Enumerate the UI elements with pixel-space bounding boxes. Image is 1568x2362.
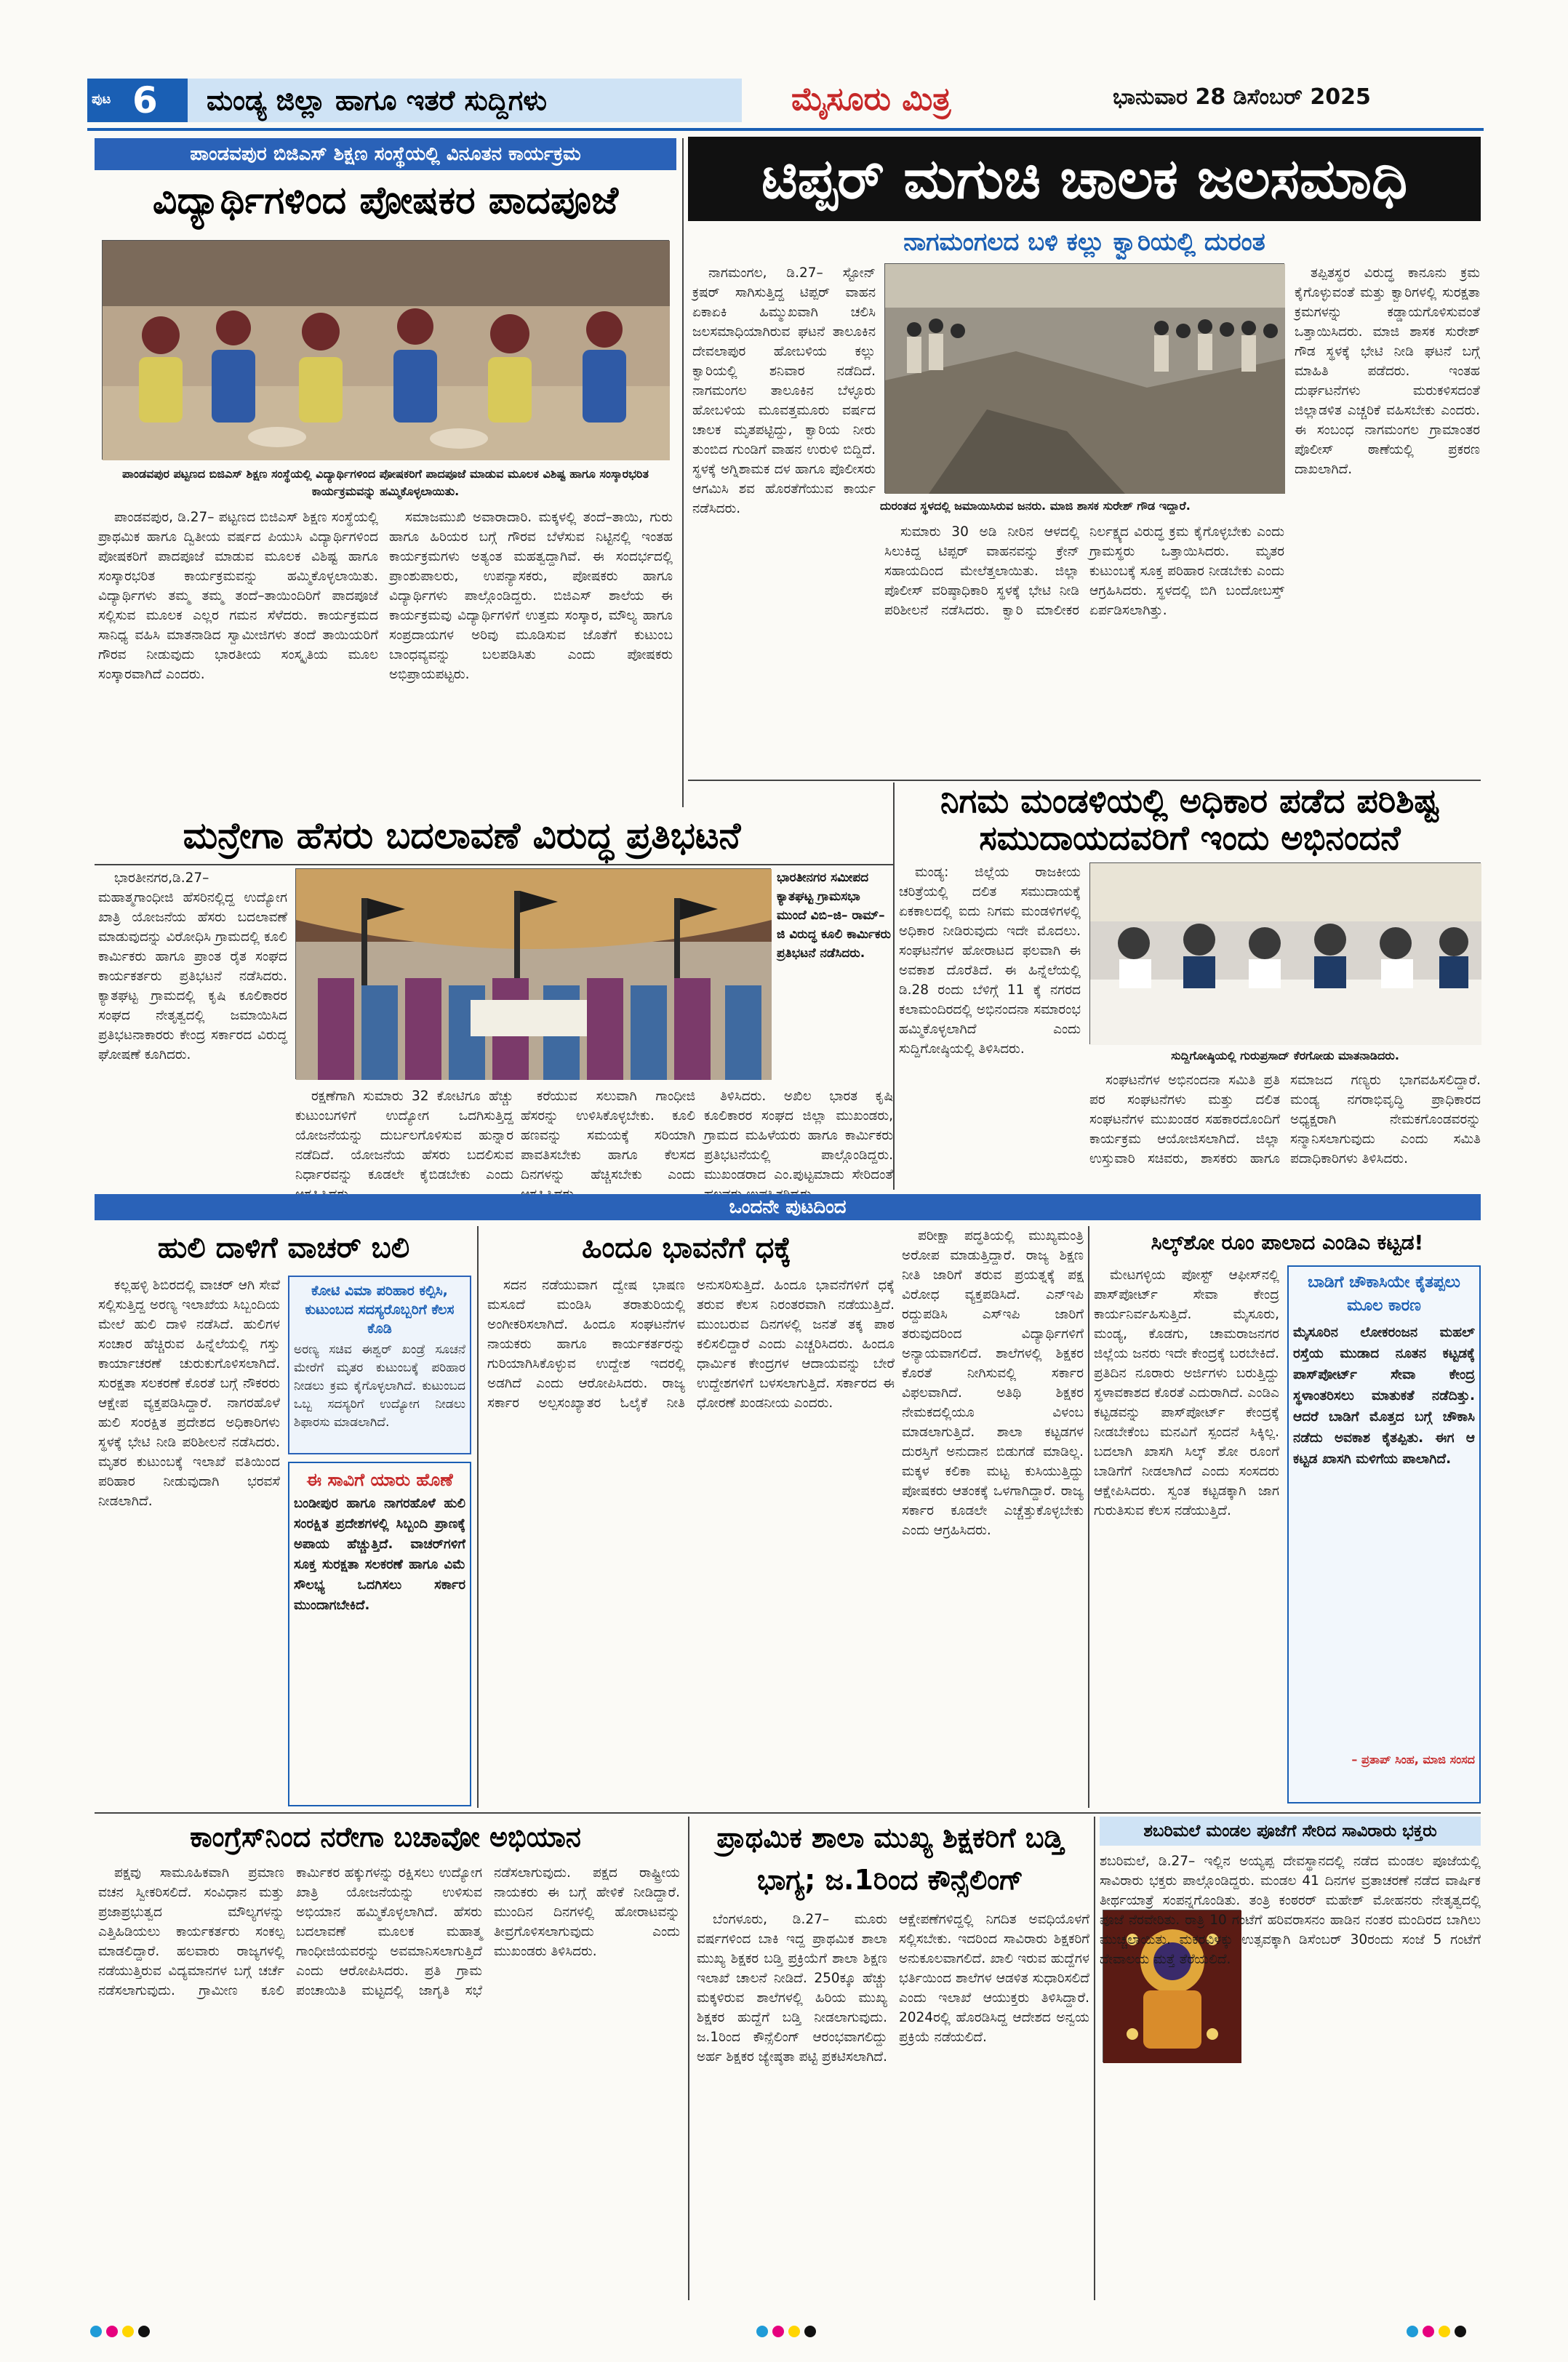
- sabari-headline-band: [1100, 1817, 1481, 1846]
- story2-col3-text: ತಪ್ಪಿತಸ್ಥರ ವಿರುದ್ಧ ಕಾನೂನು ಕ್ರಮ ಕೈಗೊಳ್ಳುವಂತೆ ಮತ್ತು ಕ್ವಾರಿಗಳಲ್ಲಿ ಸುರಕ್ಷತಾ ಕ್ರಮಗಳನ್ನು ಕಡ್ಡಾಯಗೊಳಿಸುವಂತೆ ಒತ್ತಾಯಿಸಿದರು. ಮಾಜಿ ಶಾಸಕ ಸುರೇಶ್ ಗೌಡ ಸ್ಥಳಕ್ಕೆ ಭೇಟಿ ನೀಡಿ ಘಟನೆ ಬಗ್ಗೆ ಮಾಹಿತಿ ಪಡೆದರು. ಇಂತಹ ದುರ್ಘಟನೆಗಳು ಮರುಕಳಿಸದಂತೆ ಜಿಲ್ಲಾಡಳಿತ ಎಚ್ಚರಿಕೆ ವಹಿಸಬೇಕು ಎಂದರು. ಈ ಸಂಬಂಧ ನಾಗಮಂಗಲ ಗ್ರಾಮಾಂತರ ಪೊಲೀಸ್ ಠಾಣೆಯಲ್ಲಿ ಪ್ರಕರಣ ದಾಖಲಾಗಿದೆ.: [1295, 265, 1480, 477]
- story4-col3-text: ಕರೆಯುವ ಸಲುವಾಗಿ ಗಾಂಧೀಜಿ ಹೆಸರನ್ನು ಉಳಿಸಿಕೊಳ್ಳಬೇಕು. ಕೂಲಿ ಹಣವನ್ನು ಸಮಯಕ್ಕೆ ಸರಿಯಾಗಿ ಪಾವತಿಸಬೇಕು ಹಾಗೂ ಕೆಲಸದ ದಿನಗಳನ್ನು ಹೆಚ್ಚಿಸಬೇಕು ಎಂದು: [521, 1089, 695, 1182]
- story4-photo-caption: ಭಾರತೀನಗರ ಸಮೀಪದ ಕ್ಯಾತಘಟ್ಟ ಗ್ರಾಮಸಭಾ ಮುಂದೆ ವಿಬಿ–ಜಿ– ರಾಮ್– ಜಿ ವಿರುದ್ಧ ಕೂಲಿ ಕಾರ್ಮಿಕರು ಪ್ರತಿಭಟನೆ ನಡೆಸಿದರು.: [777, 870, 891, 961]
- tiger-box-title: ಕೋಟಿ ವಿಮಾ ಪರಿಹಾರ ಕಲ್ಪಿಸಿ, ಕುಟುಂಬದ ಸದಸ್ಯರೊಬ್ಬರಿಗೆ ಕೆಲಸ ಕೊಡಿ: [305, 1283, 455, 1337]
- congress-cols: [98, 1863, 680, 2299]
- col-rule-5: [688, 1817, 689, 2300]
- primary-headline-box: [694, 1817, 1087, 1904]
- tiger-box: [288, 1276, 471, 1454]
- protest-image: [296, 869, 772, 1080]
- story4-top-rule: [95, 864, 893, 865]
- story1-kicker: ಪಾಂಡವಪುರ ಬಿಜಿಎಸ್ ಶಿಕ್ಷಣ ಸಂಸ್ಥೆಯಲ್ಲಿ ವಿನೂತನ ಕಾರ್ಯಕ್ರಮ: [190, 143, 581, 165]
- col-rule-1: [682, 138, 684, 807]
- tiger-col1: [98, 1276, 280, 1806]
- story3-col2: [1089, 1070, 1481, 1190]
- continued-band: [95, 1194, 1481, 1220]
- story2-col2: [884, 522, 1284, 772]
- col-rule-2: [893, 782, 895, 1190]
- col-rule-3: [477, 1226, 479, 1808]
- story2-col1-text: ನಾಗಮಂಗಲ, ಡಿ.27– ಸ್ಟೋನ್ ಕ್ರಷರ್ ಸಾಗಿಸುತ್ತಿದ್ದ ಟಿಪ್ಪರ್ ವಾಹನ ಏಕಾಏಕಿ ಹಿಮ್ಮುಖವಾಗಿ ಚಲಿಸಿ ಜಲಸಮಾಧಿಯಾಗಿರುವ ಘಟನೆ ತಾಲೂಕಿನ ದೇವಲಾಪುರ ಹೋಬಳಿಯ ಕಲ್ಲು ಕ್ವಾರಿಯಲ್ಲಿ ಶನಿವಾರ ನಡೆದಿದೆ. ನಾಗಮಂಗಲ ತಾಲೂಕಿನ ಬೆಳ್ಳೂರು ಹೋಬಳಿಯ ಮೂವತ್ತಮೂರು ವರ್ಷದ ಚಾಲಕ ಮೃತಪಟ್ಟಿದ್ದು, ಕ್ವಾರಿಯ ನೀರು ತುಂಬಿದ ಗುಂಡಿಗೆ ವಾಹನ ಉರುಳಿ ಬಿದ್ದಿದೆ. ಸ್ಥಳಕ್ಕೆ ಅಗ್ನಿಶಾಮಕ ದಳ ಹಾಗೂ ಪೊಲೀಸರು ಆಗಮಿಸಿ ಶವ ಹೊರತೆಗೆಯುವ ಕಾರ್ಯ ನಡೆಸಿದರು.: [692, 265, 876, 516]
- print-marks-center: [756, 2326, 820, 2340]
- hindu-cols: [487, 1276, 895, 1806]
- passport-col1: [1094, 1265, 1279, 1803]
- passport-signature: – ಪ್ರತಾಪ್ ಸಿಂಹ, ಮಾಜಿ ಸಂಸದ: [1351, 1753, 1475, 1766]
- story2-headline: ಟಿಪ್ಪರ್ ಮಗುಚಿ ಚಾಲಕ ಜಲಸಮಾಧಿ: [761, 146, 1408, 211]
- story3-col1: [899, 862, 1081, 1190]
- story2-col3: [1295, 263, 1480, 772]
- education-cols: [902, 1226, 1084, 1808]
- tiger-alert-box: [288, 1462, 471, 1806]
- paper-name: ಮೈಸೂರು ಮಿತ್ರ: [791, 81, 951, 118]
- tiger-box-text: ಅರಣ್ಯ ಸಚಿವ ಈಶ್ವರ್ ಖಂಡ್ರೆ ಸೂಚನೆ ಮೇರೆಗೆ ಮೃತರ ಕುಟುಂಬಕ್ಕೆ ಪರಿಹಾರ ನೀಡಲು ಕ್ರಮ ಕೈಗೊಳ್ಳಲಾಗಿದೆ. ಕುಟುಂಬದ ಒಬ್ಬ ಸದಸ್ಯರಿಗೆ ಉದ್ಯೋಗ ನೀಡಲು ಶಿಫಾರಸು ಮಾಡಲಾಗಿದೆ.: [294, 1342, 465, 1430]
- story4-col2-text: ರಕ್ಷಣೆಗಾಗಿ ಸುಮಾರು 32 ಕೋಟಿಗೂ ಹೆಚ್ಚು ಕುಟುಂಬಗಳಿಗೆ ಉದ್ಯೋಗ ಒದಗಿಸುತ್ತಿದ್ದ ಯೋಜನೆಯನ್ನು ದುರ್ಬಲಗೊಳಿಸುವ ಹುನ್ನಾರ ನಡೆದಿದೆ. ಯೋಜನೆಯ ಹೆಸರು ಬದಲಿಸುವ ನಿರ್ಧಾರವನ್ನು ಕೂಡಲೇ ಕೈಬಿಡಬೇಕು ಎಂದು: [295, 1089, 513, 1182]
- story1-col1: [98, 508, 378, 806]
- story4-col1-text: ಭಾರತೀನಗರ,ಡಿ.27– ಮಹಾತ್ಮಗಾಂಧೀಜಿ ಹೆಸರಿನಲ್ಲಿದ್ದ ಉದ್ಯೋಗ ಖಾತ್ರಿ ಯೋಜನೆಯ ಹೆಸರು ಬದಲಾವಣೆ ಮಾಡುವುದನ್ನು ವಿರೋಧಿಸಿ ಗ್ರಾಮದಲ್ಲಿ ಕೂಲಿ ಕಾರ್ಮಿಕರು ಹಾಗೂ ಪ್ರಾಂತ ರೈತ ಸಂಘದ ಕಾರ್ಯಕರ್ತರು ಪ್ರತಿಭಟನೆ ನಡೆಸಿದರು. ಕ್ಯಾತಘಟ್ಟ ಗ್ರಾಮದಲ್ಲಿ ಕೃಷಿ ಕೂಲಿಕಾರರ ಸಂಘದ ನೇತೃತ್ವದಲ್ಲಿ ಜಮಾಯಿಸಿದ ಪ್ರತಿಭಟನಾಕಾರರು ಕೇಂದ್ರ ಸರ್ಕಾರದ ವಿರುದ್ಧ ಘೋಷಣೆ ಕೂಗಿದರು.: [98, 870, 287, 1062]
- page-label: ಪುಟ: [92, 92, 111, 107]
- story3-col1-text: ಮಂಡ್ಯ: ಜಿಲ್ಲೆಯ ರಾಜಕೀಯ ಚರಿತ್ರೆಯಲ್ಲಿ ದಲಿತ ಸಮುದಾಯಕ್ಕೆ ಏಕಕಾಲದಲ್ಲಿ ಐದು ನಿಗಮ ಮಂಡಳಿಗಳಲ್ಲಿ ಅಧಿಕಾರ ನೀಡಿರುವುದು ಇದೇ ಮೊದಲು. ಸಂಘಟನೆಗಳ ಹೋರಾಟದ ಫಲವಾಗಿ ಈ ಅವಕಾಶ ದೊರೆತಿದೆ. ಈ ಹಿನ್ನೆಲೆಯಲ್ಲಿ ಡಿ.28 ರಂದು ಬೆಳಿಗ್ಗೆ 11 ಕ್ಕೆ ನಗರದ ಕಲಾಮಂದಿರದಲ್ಲಿ ಅಭಿನಂದನಾ ಸಮಾರಂಭ ಹಮ್ಮಿಕೊಳ್ಳಲಾಗಿದೆ ಎಂದು ಸುದ್ದಿಗೋಷ್ಠಿಯಲ್ಲಿ ತಿಳಿಸಿದರು.: [899, 865, 1081, 1057]
- print-marks-right: [1407, 2326, 1471, 2340]
- section-title-band: [188, 79, 742, 122]
- story1-col2: [389, 508, 673, 806]
- tiger-alert-text: ಬಂಡೀಪುರ ಹಾಗೂ ನಾಗರಹೊಳೆ ಹುಲಿ ಸಂರಕ್ಷಿತ ಪ್ರದೇಶಗಳಲ್ಲಿ ಸಿಬ್ಬಂದಿ ಪ್ರಾಣಕ್ಕೆ ಅಪಾಯ ಹೆಚ್ಚುತ್ತಿದೆ. ವಾಚರ್‌ಗಳಿಗೆ ಸೂಕ್ತ ಸುರಕ್ಷತಾ ಸಲಕರಣೆ ಹಾಗೂ ವಿಮೆ ಸೌಲಭ್ಯ ಒದಗಿಸಲು ಸರ್ಕಾರ ಮುಂದಾಗಬೇಕಿದೆ.: [294, 1496, 465, 1613]
- sabari-headline: ಶಬರಿಮಲೆ ಮಂಡಲ ಪೂಜೆಗೆ ಸೇರಿದ ಸಾವಿರಾರು ಭಕ್ತರು: [1143, 1822, 1437, 1841]
- story4-col2: [295, 1086, 513, 1181]
- story1-photo: [102, 240, 669, 460]
- story2-caption: ದುರಂತದ ಸ್ಥಳದಲ್ಲಿ ಜಮಾಯಿಸಿರುವ ಜನರು. ಮಾಜಿ ಶಾಸಕ ಸುರೇಶ್ ಗೌಡ ಇದ್ದಾರೆ.: [880, 499, 1191, 513]
- passport-headline: ಸಿಲ್ಕ್‌ಶೋ ರೂಂ ಪಾಲಾದ ಎಂಡಿಎ ಕಟ್ಟಡ!: [1151, 1230, 1424, 1254]
- story2-col1: [692, 263, 876, 772]
- story1-headline: ವಿದ್ಯಾರ್ಥಿಗಳಿಂದ ಪೋಷಕರ ಪಾದಪೂಜೆ: [152, 179, 619, 223]
- passport-box-text: ಮೈಸೂರಿನ ಲೋಕರಂಜನ ಮಹಲ್ ರಸ್ತೆಯ ಮುಡಾದ ನೂತನ ಕಟ್ಟಡಕ್ಕೆ ಪಾಸ್‌ಪೋರ್ಟ್ ಸೇವಾ ಕೇಂದ್ರ ಸ್ಥಳಾಂತರಿಸಲು ಮಾತುಕತೆ ನಡೆದಿತ್ತು. ಆದರೆ ಬಾಡಿಗೆ ಮೊತ್ತದ ಬಗ್ಗೆ ಚೌಕಾಸಿ ನಡೆದು ಅವಕಾಶ ಕೈತಪ್ಪಿತು. ಈಗ ಆ ಕಟ್ಟಡ ಖಾಸಗಿ ಮಳಿಗೆಯ ಪಾಲಾಗಿದೆ.: [1293, 1325, 1475, 1467]
- story2-col2-text: ಸುಮಾರು 30 ಅಡಿ ನೀರಿನ ಆಳದಲ್ಲಿ ಸಿಲುಕಿದ್ದ ಟಿಪ್ಪರ್ ವಾಹನವನ್ನು ಕ್ರೇನ್ ಸಹಾಯದಿಂದ ಮೇಲೆತ್ತಲಾಯಿತು. ಜಿಲ್ಲಾ ಪೊಲೀಸ್ ವರಿಷ್ಠಾಧಿಕಾರಿ ಸ್ಥಳಕ್ಕೆ ಭೇಟಿ ನೀಡಿ ಪರಿಶೀಲನೆ ನಡೆಸಿದರು. ಕ್ವಾರಿ ಮಾಲೀಕರ ನಿರ್ಲಕ್ಷ್ಯದ ವಿರುದ್ಧ ಕ್ರಮ ಕೈಗೊಳ್ಳಬೇಕು ಎಂದು ಗ್ರಾಮಸ್ಥರು ಒತ್ತಾಯಿಸಿದರು. ಮೃತರ ಕುಟುಂಬಕ್ಕೆ ಸೂಕ್ತ ಪರಿಹಾರ ನೀಡಬೇಕು ಎಂದು ಆಗ್ರಹಿಸಿದರು. ಸ್ಥಳದಲ್ಲಿ ಬಿಗಿ ಬಂದೋಬಸ್ತ್ ಏರ್ಪಡಿಸಲಾಗಿತ್ತು.: [884, 524, 1284, 618]
- paper-logo: [791, 74, 1062, 125]
- continued-label: ಒಂದನೇ ಪುಟದಿಂದ: [729, 1196, 847, 1218]
- story3-photo: [1089, 862, 1481, 1044]
- story3-headline: ನಿಗಮ ಮಂಡಳಿಯಲ್ಲಿ ಅಧಿಕಾರ ಪಡೆದ ಪರಿಶಿಷ್ಟ ಸಮುದಾಯದವರಿಗೆ ಇಂದು ಅಭಿನಂದನೆ: [940, 781, 1440, 857]
- story4-photo-caption-box: [777, 868, 893, 1079]
- tiger-headline: ಹುಲಿ ದಾಳಿಗೆ ವಾಚರ್ ಬಲಿ: [157, 1231, 410, 1265]
- quarry-crowd-image: [885, 264, 1285, 494]
- hindu-headline: ಹಿಂದೂ ಭಾವನೆಗೆ ಧಕ್ಕೆ: [582, 1231, 791, 1265]
- primary-cols: [697, 1910, 1089, 2299]
- primary-text: ಬೆಂಗಳೂರು, ಡಿ.27– ಮೂರು ವರ್ಷಗಳಿಂದ ಬಾಕಿ ಇದ್ದ ಪ್ರಾಥಮಿಕ ಶಾಲಾ ಮುಖ್ಯ ಶಿಕ್ಷಕರ ಬಡ್ತಿ ಪ್ರಕ್ರಿಯೆಗೆ ಶಾಲಾ ಶಿಕ್ಷಣ ಇಲಾಖೆ ಚಾಲನೆ ನೀಡಿದೆ. 250ಕ್ಕೂ ಹೆಚ್ಚು ಮಕ್ಕಳಿರುವ ಶಾಲೆಗಳಲ್ಲಿ ಹಿರಿಯ ಮುಖ್ಯ ಶಿಕ್ಷಕರ ಹುದ್ದೆಗೆ ಬಡ್ತಿ ನೀಡಲಾಗುವುದು. ಜ.1ರಿಂದ ಕೌನ್ಸೆಲಿಂಗ್ ಆರಂಭವಾಗಲಿದ್ದು ಅರ್ಹ ಶಿಕ್ಷಕರ ಜ್ಯೇಷ್ಠತಾ ಪಟ್ಟಿ ಪ್ರಕಟಿಸಲಾಗಿದೆ. ಆಕ್ಷೇಪಣೆಗಳಿದ್ದಲ್ಲಿ ನಿಗದಿತ ಅವಧಿಯೊಳಗೆ ಸಲ್ಲಿಸಬೇಕು. ಇದರಿಂದ ಸಾವಿರಾರು ಶಿಕ್ಷಕರಿಗೆ ಅನುಕೂಲವಾಗಲಿದೆ. ಖಾಲಿ ಇರುವ ಹುದ್ದೆಗಳ ಭರ್ತಿಯಿಂದ ಶಾಲೆಗಳ ಆಡಳಿತ ಸುಧಾರಿಸಲಿದೆ ಎಂದು ಇಲಾಖೆ ಆಯುಕ್ತರು ತಿಳಿಸಿದ್ದಾರೆ. 2024ರಲ್ಲಿ ಹೊರಡಿಸಿದ್ದ ಆದೇಶದ ಅನ್ವಯ ಪ್ರಕ್ರಿಯೆ ನಡೆಯಲಿದೆ.: [697, 1912, 1089, 2065]
- col-rule-4: [1088, 1226, 1089, 1808]
- section-title: ಮಂಡ್ಯ ಜಿಲ್ಲಾ ಹಾಗೂ ಇತರೆ ಸುದ್ದಿಗಳು: [207, 84, 547, 116]
- story4-headline: ಮನ್ರೇಗಾ ಹೆಸರು ಬದಲಾವಣೆ ವಿರುದ್ಧ ಪ್ರತಿಭಟನೆ: [183, 814, 741, 857]
- primary-headline: ಪ್ರಾಥಮಿಕ ಶಾಲಾ ಮುಖ್ಯ ಶಿಕ್ಷಕರಿಗೆ ಬಡ್ತಿ ಭಾಗ್ಯ; ಜ.1ರಿಂದ ಕೌನ್ಸೆಲಿಂಗ್: [716, 1822, 1064, 1896]
- page-number: 6: [132, 79, 158, 121]
- story3-caption: ಸುದ್ದಿಗೋಷ್ಠಿಯಲ್ಲಿ ಗುರುಪ್ರಸಾದ್ ಕೆರಗೋಡು ಮಾತನಾಡಿದರು.: [1171, 1049, 1399, 1062]
- story2-subhead: ನಾಗಮಂಗಲದ ಬಳಿ ಕಲ್ಲು ಕ್ವಾರಿಯಲ್ಲಿ ದುರಂತ: [903, 228, 1265, 257]
- story4-photo: [295, 868, 771, 1079]
- story2-photo: [884, 263, 1284, 493]
- print-marks-left: [90, 2326, 154, 2340]
- students-pooja-image: [103, 241, 670, 460]
- story1-col1-text: ಪಾಂಡವಪುರ, ಡಿ.27– ಪಟ್ಟಣದ ಬಿಜಿಎಸ್ ಶಿಕ್ಷಣ ಸಂಸ್ಥೆಯಲ್ಲಿ ಪ್ರಾಥಮಿಕ ಹಾಗೂ ದ್ವಿತೀಯ ವರ್ಷದ ಪಿಯುಸಿ ವಿದ್ಯಾರ್ಥಿಗಳಿಂದ ಪೋಷಕರಿಗೆ ಪಾದಪೂಜೆ ಮಾಡುವ ಮೂಲಕ ವಿಶಿಷ್ಟ ಹಾಗೂ ಸಂಸ್ಕಾರಭರಿತ ಕಾರ್ಯಕ್ರಮವನ್ನು ಹಮ್ಮಿಕೊಳ್ಳಲಾಯಿತು. ವಿದ್ಯಾರ್ಥಿಗಳು ತಮ್ಮ ತಮ್ಮ ತಂದೆ–ತಾಯಿಂದಿರಿಗೆ ಪಾದಪೂಜೆ ಸಲ್ಲಿಸುವ ಮೂಲಕ ಎಲ್ಲರ ಗಮನ ಸೆಳೆದರು. ಕಾರ್ಯಕ್ರಮದ ಸಾನಿಧ್ಯ ವಹಿಸಿ ಮಾತನಾಡಿದ ಸ್ವಾಮೀಜಿಗಳು ತಂದೆ ತಾಯಿಯರಿಗೆ ಗೌರವ ನೀಡುವುದು ಭಾರತೀಯ ಸಂಸ್ಕೃತಿಯ ಮೂಲ ಸಂಸ್ಕಾರವಾಗಿದೆ ಎಂದರು.: [98, 510, 378, 682]
- story3-headline-box: [899, 782, 1481, 857]
- story2-headline-box: [688, 137, 1481, 221]
- education-text: ಪರೀಕ್ಷಾ ಪದ್ಧತಿಯಲ್ಲಿ ಮುಖ್ಯಮಂತ್ರಿ ಅರೋಪ ಮಾಡುತ್ತಿದ್ದಾರೆ. ರಾಜ್ಯ ಶಿಕ್ಷಣ ನೀತಿ ಜಾರಿಗೆ ತರುವ ಪ್ರಯತ್ನಕ್ಕೆ ಪಕ್ಷ ವಿರೋಧ ವ್ಯಕ್ತಪಡಿಸಿದೆ. ಎನ್‌ಇಪಿ ರದ್ದುಪಡಿಸಿ ಎಸ್‌ಇಪಿ ಜಾರಿಗೆ ತರುವುದರಿಂದ ವಿದ್ಯಾರ್ಥಿಗಳಿಗೆ ಅನ್ಯಾಯವಾಗಲಿದೆ. ಶಾಲೆಗಳಲ್ಲಿ ಶಿಕ್ಷಕರ ಕೊರತೆ ನೀಗಿಸುವಲ್ಲಿ ಸರ್ಕಾರ ವಿಫಲವಾಗಿದೆ. ಅತಿಥಿ ಶಿಕ್ಷಕರ ನೇಮಕದಲ್ಲಿಯೂ ವಿಳಂಬ ಮಾಡಲಾಗುತ್ತಿದೆ. ಶಾಲಾ ಕಟ್ಟಡಗಳ ದುರಸ್ತಿಗೆ ಅನುದಾನ ಬಿಡುಗಡೆ ಮಾಡಿಲ್ಲ. ಮಕ್ಕಳ ಕಲಿಕಾ ಮಟ್ಟ ಕುಸಿಯುತ್ತಿದ್ದು ಪೋಷಕರು ಆತಂಕಕ್ಕೆ ಒಳಗಾಗಿದ್ದಾರೆ. ರಾಜ್ಯ ಸರ್ಕಾರ ಕೂಡಲೇ ಎಚ್ಚೆತ್ತುಕೊಳ್ಳಬೇಕು ಎಂದು ಆಗ್ರಹಿಸಿದರು.: [902, 1228, 1084, 1538]
- press-meet-image: [1090, 863, 1481, 1045]
- masthead: [0, 0, 1568, 138]
- kicker-band: [95, 138, 676, 170]
- story4-col4-text: ತಿಳಿಸಿದರು. ಅಖಿಲ ಭಾರತ ಕೃಷಿ ಕೂಲಿಕಾರರ ಸಂಘದ ಜಿಲ್ಲಾ ಮುಖಂಡರು, ಗ್ರಾಮದ ಮಹಿಳೆಯರು ಹಾಗೂ ಕಾರ್ಮಿಕರು ಪ್ರತಿಭಟನೆಯಲ್ಲಿ ಪಾಲ್ಗೊಂಡಿದ್ದರು. ಮುಖಂಡರಾದ ಎಂ.ಪುಟ್ಟಮಾದು ಸೇರಿದಂತೆ: [704, 1089, 893, 1182]
- issue-date: ಭಾನುವಾರ 28 ಡಿಸೆಂಬರ್ 2025: [1113, 84, 1371, 110]
- story4-col1: [98, 868, 287, 1181]
- story4-col4: [704, 1086, 893, 1181]
- congress-headline: ಕಾಂಗ್ರೆಸ್‌ನಿಂದ ನರೇಗಾ ಬಚಾವೋ ಅಭಿಯಾನ: [190, 1821, 581, 1853]
- passport-text: ಮೇಟಗಳ್ಳಿಯ ಪೋಸ್ಟ್ ಆಫೀಸ್‌ನಲ್ಲಿ ಪಾಸ್‌ಪೋರ್ಟ್ ಸೇವಾ ಕೇಂದ್ರ ಕಾರ್ಯನಿರ್ವಹಿಸುತ್ತಿದೆ. ಮೈಸೂರು, ಮಂಡ್ಯ, ಕೊಡಗು, ಚಾಮರಾಜನಗರ ಜಿಲ್ಲೆಯ ಜನರು ಇದೇ ಕೇಂದ್ರಕ್ಕೆ ಬರಬೇಕಿದೆ. ಪ್ರತಿದಿನ ನೂರಾರು ಅರ್ಜಿಗಳು ಬರುತ್ತಿದ್ದು ಸ್ಥಳಾವಕಾಶದ ಕೊರತೆ ಎದುರಾಗಿದೆ. ಎಂಡಿಎ ಕಟ್ಟಡವನ್ನು ಪಾಸ್‌ಪೋರ್ಟ್ ಕೇಂದ್ರಕ್ಕೆ ನೀಡಬೇಕೆಂಬ ಮನವಿಗೆ ಸ್ಪಂದನೆ ಸಿಕ್ಕಿಲ್ಲ. ಬದಲಾಗಿ ಖಾಸಗಿ ಸಿಲ್ಕ್ ಶೋ ರೂಂಗೆ ಬಾಡಿಗೆಗೆ ನೀಡಲಾಗಿದೆ ಎಂದು ಸಂಸದರು ಆಕ್ಷೇಪಿಸಿದರು. ಸ್ವಂತ ಕಟ್ಟಡಕ್ಕಾಗಿ ಜಾಗ ಗುರುತಿಸುವ ಕೆಲಸ ನಡೆಯುತ್ತಿದೆ.: [1094, 1268, 1279, 1518]
- sabari-col: [1100, 1851, 1481, 2299]
- passport-box-title: ಬಾಡಿಗೆ ಚೌಕಾಸಿಯೇ ಕೈತಪ್ಪಲು ಮೂಲ ಕಾರಣ: [1308, 1273, 1460, 1315]
- tiger-alert-title: ಈ ಸಾವಿಗೆ ಯಾರು ಹೊಣೆ: [306, 1470, 453, 1490]
- lower-rule: [95, 1812, 1481, 1814]
- congress-text: ಪಕ್ಷವು ಸಾಮೂಹಿಕವಾಗಿ ಪ್ರಮಾಣ ವಚನ ಸ್ವೀಕರಿಸಲಿದೆ. ಸಂವಿಧಾನ ಮತ್ತು ಪ್ರಜಾಪ್ರಭುತ್ವದ ಮೌಲ್ಯಗಳನ್ನು ಎತ್ತಿಹಿಡಿಯಲು ಕಾರ್ಯಕರ್ತರು ಸಂಕಲ್ಪ ಮಾಡಲಿದ್ದಾರೆ. ಹಲವಾರು ರಾಜ್ಯಗಳಲ್ಲಿ ನಡೆಯುತ್ತಿರುವ ವಿದ್ಯಮಾನಗಳ ಬಗ್ಗೆ ಚರ್ಚೆ ನಡೆಸಲಾಗುವುದು. ಗ್ರಾಮೀಣ ಕೂಲಿ ಕಾರ್ಮಿಕರ ಹಕ್ಕುಗಳನ್ನು ರಕ್ಷಿಸಲು ಉದ್ಯೋಗ ಖಾತ್ರಿ ಯೋಜನೆಯನ್ನು ಉಳಿಸುವ ಅಭಿಯಾನ ಹಮ್ಮಿಕೊಳ್ಳಲಾಗಿದೆ. ಹೆಸರು ಬದಲಾವಣೆ ಮೂಲಕ ಮಹಾತ್ಮ ಗಾಂಧೀಜಿಯವರನ್ನು ಅವಮಾನಿಸಲಾಗುತ್ತಿದೆ ಎಂದು ಆರೋಪಿಸಿದರು. ಪ್ರತಿ ಗ್ರಾಮ ಪಂಚಾಯಿತಿ ಮಟ್ಟದಲ್ಲಿ ಜಾಗೃತಿ ಸಭೆ ನಡೆಸಲಾಗುವುದು. ಪಕ್ಷದ ರಾಷ್ಟ್ರೀಯ ನಾಯಕರು ಈ ಬಗ್ಗೆ ಹೇಳಿಕೆ ನೀಡಿದ್ದಾರೆ. ಮುಂದಿನ ದಿನಗಳಲ್ಲಿ ಹೋರಾಟವನ್ನು ತೀವ್ರಗೊಳಿಸಲಾಗುವುದು ಎಂದು ಮುಖಂಡರು ತಿಳಿಸಿದರು.: [98, 1865, 680, 1998]
- sabari-text: ಶಬರಿಮಲೆ, ಡಿ.27– ಇಲ್ಲಿನ ಅಯ್ಯಪ್ಪ ದೇವಸ್ಥಾನದಲ್ಲಿ ನಡೆದ ಮಂಡಲ ಪೂಜೆಯಲ್ಲಿ ಸಾವಿರಾರು ಭಕ್ತರು ಪಾಲ್ಗೊಂಡಿದ್ದರು. ಮಂಡಲ 41 ದಿನಗಳ ವ್ರತಾಚರಣೆ ನಡೆದ ವಾರ್ಷಿಕ ತೀರ್ಥಯಾತ್ರೆ ಸಂಪನ್ನಗೊಂಡಿತು. ತಂತ್ರಿ ಕಂಠರರ್ ಮಹೇಶ್ ಮೋಹನರು ನೇತೃತ್ವದಲ್ಲಿ ಪೂಜೆ ನೆರವೇರಿತು. ರಾತ್ರಿ 10 ಗಂಟೆಗೆ ಹರಿವರಾಸನಂ ಹಾಡಿನ ನಂತರ ಮಂದಿರದ ಬಾಗಿಲು ಮುಚ್ಚಲಾಯಿತು. ಮಕರವಿಳಕ್ಕು ಉತ್ಸವಕ್ಕಾಗಿ ಡಿಸೆಂಬರ್ 30ರಂದು ಸಂಜೆ 5 ಗಂಟೆಗೆ ದೇವಾಲಯ ಮತ್ತೆ ತೆರೆಯಲಿದೆ.: [1100, 1854, 1481, 1967]
- story1-caption: ಪಾಂಡವಪುರ ಪಟ್ಟಣದ ಬಿಜಿಎಸ್ ಶಿಕ್ಷಣ ಸಂಸ್ಥೆಯಲ್ಲಿ ವಿದ್ಯಾರ್ಥಿಗಳಿಂದ ಪೋಷಕರಿಗೆ ಪಾದಪೂಜೆ ಮಾಡುವ ಮೂಲಕ ವಿಶಿಷ್ಟ ಹಾಗೂ ಸಂಸ್ಕಾರಭರಿತ ಕಾರ್ಯಕ್ರಮವನ್ನು ಹಮ್ಮಿಕೊಳ್ಳಲಾಯಿತು.: [122, 467, 649, 498]
- col-rule-6: [1094, 1817, 1095, 2300]
- story3-col2-text: ಸಂಘಟನೆಗಳ ಅಭಿನಂದನಾ ಸಮಿತಿ ಪ್ರತಿ ಪರ ಸಂಘಟನೆಗಳು ಮತ್ತು ದಲಿತ ಸಂಘಟನೆಗಳ ಮುಖಂಡರ ಸಹಕಾರದೊಂದಿಗೆ ಕಾರ್ಯಕ್ರಮ ಆಯೋಜಿಸಲಾಗಿದೆ. ಜಿಲ್ಲಾ ಉಸ್ತುವಾರಿ ಸಚಿವರು, ಶಾಸಕರು ಹಾಗೂ ಸಮಾಜದ ಗಣ್ಯರು ಭಾಗವಹಿಸಲಿದ್ದಾರೆ. ಮಂಡ್ಯ ನಗರಾಭಿವೃದ್ಧಿ ಪ್ರಾಧಿಕಾರದ ಅಧ್ಯಕ್ಷರಾಗಿ ನೇಮಕಗೊಂಡವರನ್ನು ಸನ್ಮಾನಿಸಲಾಗುವುದು ಎಂದು ಸಮಿತಿ ಪದಾಧಿಕಾರಿಗಳು ತಿಳಿಸಿದರು.: [1089, 1073, 1481, 1166]
- story4-col3: [521, 1086, 695, 1181]
- page-number-box: [87, 79, 188, 122]
- story1-col2-text: ಸಮಾಜಮುಖಿ ಅವಾರಾದಾರಿ. ಮಕ್ಕಳಲ್ಲಿ ತಂದೆ–ತಾಯಿ, ಗುರು ಹಾಗೂ ಹಿರಿಯರ ಬಗ್ಗೆ ಗೌರವ ಬೆಳೆಸುವ ನಿಟ್ಟಿನಲ್ಲಿ ಇಂತಹ ಕಾರ್ಯಕ್ರಮಗಳು ಅತ್ಯಂತ ಮಹತ್ವದ್ದಾಗಿವೆ. ಈ ಸಂದರ್ಭದಲ್ಲಿ ಪ್ರಾಂಶುಪಾಲರು, ಉಪನ್ಯಾಸಕರು, ಪೋಷಕರು ಹಾಗೂ ವಿದ್ಯಾರ್ಥಿಗಳು ಪಾಲ್ಗೊಂಡಿದ್ದರು. ಬಿಜಿಎಸ್ ಶಾಲೆಯ ಈ ಕಾರ್ಯಕ್ರಮವು ವಿದ್ಯಾರ್ಥಿಗಳಿಗೆ ಉತ್ತಮ ಸಂಸ್ಕಾರ, ಮೌಲ್ಯ ಹಾಗೂ ಸಂಪ್ರದಾಯಗಳ ಅರಿವು ಮೂಡಿಸುವ ಜೊತೆಗೆ ಕುಟುಂಬ ಬಾಂಧವ್ಯವನ್ನು ಬಲಪಡಿಸಿತು ಎಂದು ಪೋಷಕರು ಅಭಿಪ್ರಾಯಪಟ್ಟರು.: [389, 510, 673, 682]
- masthead-rule: [87, 128, 1484, 131]
- tiger-text: ಕಲ್ಲಹಳ್ಳಿ ಶಿಬಿರದಲ್ಲಿ ವಾಚರ್ ಆಗಿ ಸೇವೆ ಸಲ್ಲಿಸುತ್ತಿದ್ದ ಅರಣ್ಯ ಇಲಾಖೆಯ ಸಿಬ್ಬಂದಿಯ ಮೇಲೆ ಹುಲಿ ದಾಳಿ ನಡೆಸಿದೆ. ಹುಲಿಗಳ ಸಂಚಾರ ಹೆಚ್ಚಿರುವ ಹಿನ್ನೆಲೆಯಲ್ಲಿ ಗಸ್ತು ಕಾರ್ಯಾಚರಣೆ ಚುರುಕುಗೊಳಿಸಲಾಗಿದೆ. ಸುರಕ್ಷತಾ ಸಲಕರಣೆ ಕೊರತೆ ಬಗ್ಗೆ ನೌಕರರು ಆಕ್ಷೇಪ ವ್ಯಕ್ತಪಡಿಸಿದ್ದಾರೆ. ನಾಗರಹೊಳೆ ಹುಲಿ ಸಂರಕ್ಷಿತ ಪ್ರದೇಶದ ಅಧಿಕಾರಿಗಳು ಸ್ಥಳಕ್ಕೆ ಭೇಟಿ ನೀಡಿ ಪರಿಶೀಲನೆ ನಡೆಸಿದರು. ಮೃತರ ಕುಟುಂಬಕ್ಕೆ ಇಲಾಖೆ ವತಿಯಿಂದ ಪರಿಹಾರ ನೀಡುವುದಾಗಿ ಭರವಸೆ ನೀಡಲಾಗಿದೆ.: [98, 1278, 280, 1509]
- hindu-text: ಸದನ ನಡೆಯುವಾಗ ದ್ವೇಷ ಭಾಷಣ ಮಸೂದೆ ಮಂಡಿಸಿ ತರಾತುರಿಯಲ್ಲಿ ಅಂಗೀಕರಿಸಲಾಗಿದೆ. ಹಿಂದೂ ಸಂಘಟನೆಗಳ ನಾಯಕರು ಹಾಗೂ ಕಾರ್ಯಕರ್ತರನ್ನು ಗುರಿಯಾಗಿಸಿಕೊಳ್ಳುವ ಉದ್ದೇಶ ಇದರಲ್ಲಿ ಅಡಗಿದೆ ಎಂದು ಆರೋಪಿಸಿದರು. ರಾಜ್ಯ ಸರ್ಕಾರ ಅಲ್ಪಸಂಖ್ಯಾತರ ಓಲೈಕೆ ನೀತಿ ಅನುಸರಿಸುತ್ತಿದೆ. ಹಿಂದೂ ಭಾವನೆಗಳಿಗೆ ಧಕ್ಕೆ ತರುವ ಕೆಲಸ ನಿರಂತರವಾಗಿ ನಡೆಯುತ್ತಿದೆ. ಮುಂಬರುವ ದಿನಗಳಲ್ಲಿ ಜನತೆ ತಕ್ಕ ಪಾಠ ಕಲಿಸಲಿದ್ದಾರೆ ಎಂದು ಎಚ್ಚರಿಸಿದರು. ಹಿಂದೂ ಧಾರ್ಮಿಕ ಕೇಂದ್ರಗಳ ಆದಾಯವನ್ನು ಬೇರೆ ಉದ್ದೇಶಗಳಿಗೆ ಬಳಸಲಾಗುತ್ತಿದೆ. ಸರ್ಕಾರದ ಈ ಧೋರಣೆ ಖಂಡನೀಯ ಎಂದರು.: [487, 1278, 895, 1411]
- passport-box: [1287, 1265, 1481, 1803]
